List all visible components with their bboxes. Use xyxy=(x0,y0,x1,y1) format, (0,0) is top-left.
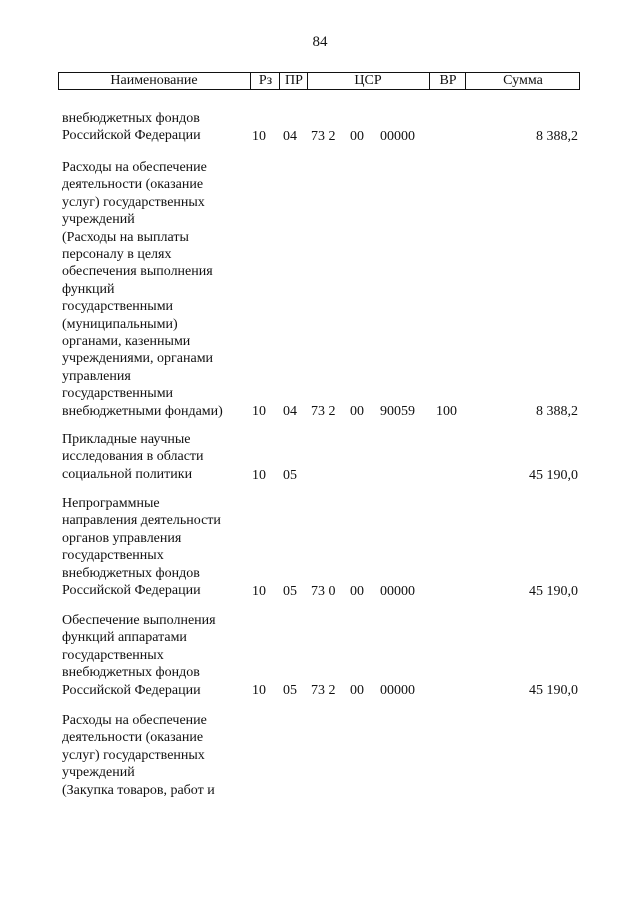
row-name: Непрограммные направления деятельности органов управления государственных внебюджетных фондов Российской Федерации xyxy=(62,496,221,599)
row-csr-program: 73 2 xyxy=(311,682,336,698)
table-row xyxy=(0,159,640,420)
row-sum: 8 388,2 xyxy=(536,128,578,144)
row-name: Обеспечение выполнения функций аппаратами государственных внебюджетных фондов Российской Федерации xyxy=(62,613,216,698)
row-pr: 04 xyxy=(283,128,297,144)
table-row xyxy=(0,612,640,699)
row-pr: 05 xyxy=(283,467,297,483)
row-pr: 04 xyxy=(283,403,297,419)
row-csr-program: 73 0 xyxy=(311,583,336,599)
row-rz: 10 xyxy=(252,682,266,698)
row-pr: 05 xyxy=(283,583,297,599)
row-name: Расходы на обеспечение деятельности (оказание услуг) государственных учреждений (Закупка товаров, работ и xyxy=(62,713,215,798)
row-sum: 45 190,0 xyxy=(529,682,578,698)
row-csr-code: 90059 xyxy=(380,403,415,419)
table-row xyxy=(0,712,640,799)
header-csr: ЦСР xyxy=(354,73,382,88)
header-divider xyxy=(429,73,430,89)
header-name: Наименование xyxy=(110,73,198,88)
row-csr-code: 00000 xyxy=(380,682,415,698)
row-name: внебюджетных фондов Российской Федерации xyxy=(62,111,201,144)
row-csr-program: 73 2 xyxy=(311,403,336,419)
row-name: Прикладные научные исследования в области социальной политики xyxy=(62,432,204,482)
row-csr-program: 73 2 xyxy=(311,128,336,144)
header-divider xyxy=(250,73,251,89)
row-csr-sub: 00 xyxy=(350,682,364,698)
header-rz: Рз xyxy=(258,73,273,88)
row-vr: 100 xyxy=(436,403,457,419)
table-row xyxy=(0,431,640,484)
row-name: Расходы на обеспечение деятельности (оказание услуг) государственных учреждений (Расходы на выплаты персоналу в целях обеспечения выполнения функций государственными (муниципальными) органами, казенными учреждениями, органами управления государственными внебюджетными фондами) xyxy=(62,160,223,419)
table-row xyxy=(0,495,640,600)
header-vr: ВР xyxy=(439,73,457,88)
page-number: 84 xyxy=(312,34,328,50)
row-sum: 8 388,2 xyxy=(536,403,578,419)
header-pr: ПР xyxy=(285,73,303,88)
header-divider xyxy=(279,73,280,89)
table-row xyxy=(0,110,640,145)
row-csr-code: 00000 xyxy=(380,583,415,599)
header-sum: Сумма xyxy=(503,73,543,88)
row-rz: 10 xyxy=(252,403,266,419)
row-csr-sub: 00 xyxy=(350,403,364,419)
row-csr-code: 00000 xyxy=(380,128,415,144)
row-rz: 10 xyxy=(252,467,266,483)
row-rz: 10 xyxy=(252,583,266,599)
row-csr-sub: 00 xyxy=(350,128,364,144)
header-divider xyxy=(465,73,466,89)
row-csr-sub: 00 xyxy=(350,583,364,599)
row-sum: 45 190,0 xyxy=(529,583,578,599)
row-rz: 10 xyxy=(252,128,266,144)
row-pr: 05 xyxy=(283,682,297,698)
table-header xyxy=(58,72,580,90)
row-sum: 45 190,0 xyxy=(529,467,578,483)
